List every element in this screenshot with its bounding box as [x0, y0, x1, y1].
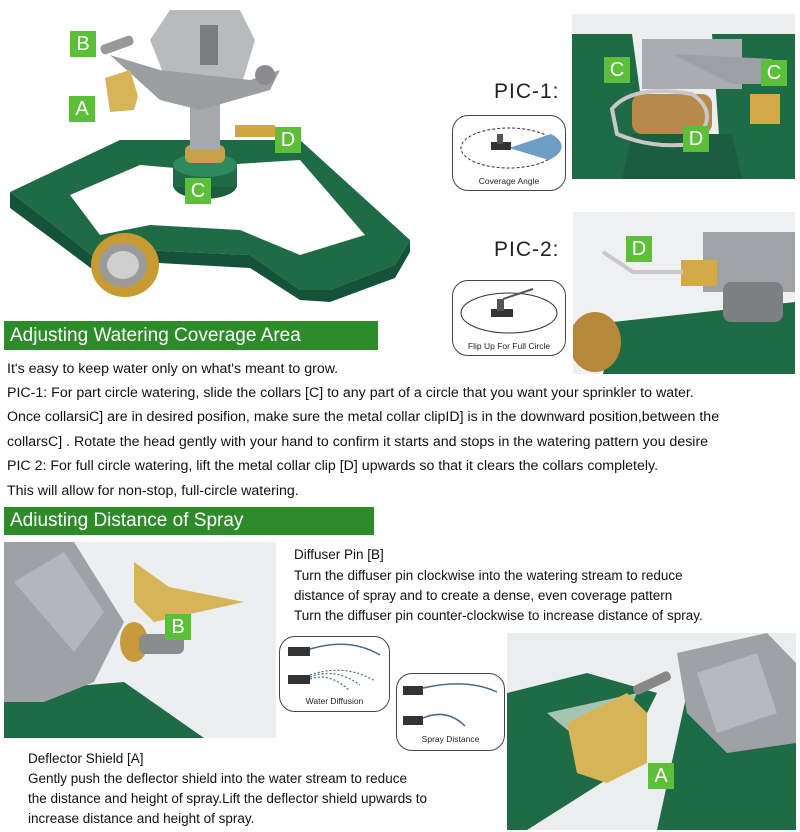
- coverage-line-1: It's easy to keep water only on what's meant to grow.: [7, 361, 339, 377]
- deflector-heading: Deflector Shield [A]: [28, 751, 144, 766]
- pic1-photo: [572, 14, 795, 179]
- spray-distance-bubble: [396, 673, 505, 751]
- label-c-pic1-right: C: [761, 60, 787, 86]
- coverage-angle-bubble: [452, 115, 566, 191]
- flip-up-bubble: [452, 280, 566, 356]
- water-diffusion-bubble: [279, 636, 390, 712]
- coverage-angle-caption: Coverage Angle: [478, 176, 540, 186]
- coverage-line-4: collarsC] . Rotate the head gently with your hand to confirm it starts and stops in the watering pattern you desire: [7, 434, 709, 450]
- diffuser-pin-photo: [4, 542, 276, 738]
- diffuser-line-2: distance of spray and to create a dense, even coverage pattern: [294, 588, 673, 603]
- pic2-label: PIC-2:: [494, 238, 560, 261]
- label-d-main: D: [275, 127, 301, 153]
- label-a-deflector: A: [648, 763, 674, 789]
- label-b-diffuser: B: [165, 614, 191, 640]
- spray-distance-caption: Spray Distance: [421, 734, 480, 744]
- label-c-pic1-left: C: [604, 57, 630, 83]
- diffuser-heading: Diffuser Pin [B]: [294, 547, 384, 562]
- label-c-main: C: [185, 178, 211, 204]
- pic1-label: PIC-1:: [494, 80, 560, 103]
- coverage-line-2: PIC-1: For part circle watering, slide the collars [C] to any part of a circle that you want your sprinkler to water.: [7, 385, 694, 401]
- diffuser-line-1: Turn the diffuser pin clockwise into the watering stream to reduce: [294, 568, 683, 583]
- deflector-line-3: increase distance and height of spray.: [28, 811, 255, 826]
- spray-distance-banner: Adiusting Distance of Spray: [4, 507, 374, 535]
- coverage-line-6: This will allow for non-stop, full-circle watering.: [7, 483, 299, 499]
- flip-up-caption: Flip Up For Full Circle: [467, 341, 551, 351]
- label-d-pic1: D: [683, 126, 709, 152]
- sprinkler-main-photo: [0, 0, 420, 318]
- label-a-main: A: [69, 96, 95, 122]
- deflector-shield-photo: [507, 633, 796, 830]
- coverage-line-3: Once collarsiC] are in desired posifion, make sure the metal collar clipID] is in the downward position,between the: [7, 409, 720, 425]
- deflector-line-2: the distance and height of spray.Lift the deflector shield upwards to: [28, 791, 427, 806]
- label-b-main: B: [70, 31, 96, 57]
- pic2-photo: [573, 212, 795, 374]
- coverage-area-banner: Adjusting Watering Coverage Area: [4, 321, 378, 350]
- label-d-pic2: D: [626, 236, 652, 262]
- water-diffusion-caption: Water Diffusion: [305, 696, 364, 706]
- diffuser-line-3: Turn the diffuser pin counter-clockwise to increase distance of spray.: [294, 608, 703, 623]
- deflector-line-1: Gently push the deflector shield into the water stream to reduce: [28, 771, 407, 786]
- coverage-line-5: PIC 2: For full circle watering, lift the metal collar clip [D] upwards so that it clears the collars completely.: [7, 458, 659, 474]
